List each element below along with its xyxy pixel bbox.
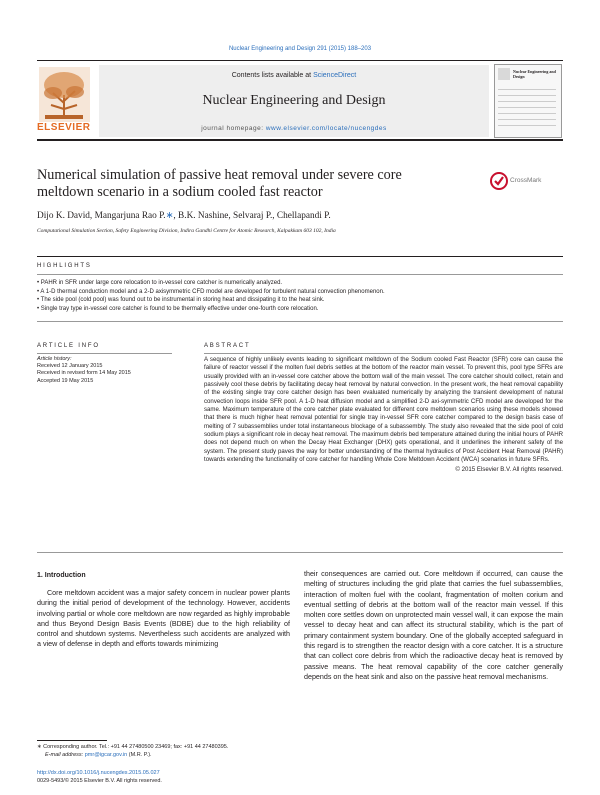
email-footnote [37,752,297,760]
footnote-rule [37,740,107,741]
highlights-heading: HIGHLIGHTS [37,263,92,269]
received-date: Received 12 January 2015 [37,363,103,370]
abstract-bottom-rule [37,552,563,553]
doi-link[interactable]: http://dx.doi.org/10.1016/j.nucengdes.2015.05.027 [37,770,160,776]
highlight-item: • Single tray type in-vessel core catcher is found to be thermally effective under one-fourth core relocation. [37,306,319,313]
sciencedirect-link[interactable]: ScienceDirect [313,72,357,79]
abstract-heading: ABSTRACT [204,343,251,349]
footnotes [37,744,297,759]
abstract-text: A sequence of highly unlikely events leading to significant meltdown of the Sodium cooled Fast Reactor (SFR) core can cause the failure of reactor vessel if the molten fuel debris settles at the bottom of the reactor main vessel. To prevent this, pool type SFRs are usually provided with an in-vessel core catcher above the bottom wall of the main vessel. The core catcher should collect, retain and passively cool these debris by facilitating decay heat removal by natural convection. In the present work, the heat removal capability of the existing single tray core catcher design has been evaluated numerically by analyzing the transient development of natural convection loops inside SFR pool. A 1-D heat diffusion model and a simplified 2-D axi-symmetric CFD model are developed for the same. Maximum temperature of the core catcher plate evaluated for different core meltdown scenarios using these models showed that there is much higher heat removal potential for single tray in-vessel SFR core catcher compared to the design basis case of melting of 7 subassemblies under total instantaneous blockage of a subassembly. The study also revealed that the side pool of cold sodium plays a significant role in decay heat removal. The maximum debris bed temperature attained during the initial hours of PAHR does not depend much on when the Decay Heat Exchanger (DHX) gets operational, and it underlines the inherent safety of the system. The present study paves the way for better understanding of the thermal hydraulics of Post Accident Heat Removal (PAHR) towards extending the functionality of core catcher for handling Whole Core Meltdown Accident (WCA) scenarios in future SFRs. [204,356,563,464]
crossmark-icon [490,172,508,190]
article-info-rule [37,353,172,354]
masthead-top-rule [37,60,563,61]
journal-cover-thumbnail [494,64,562,138]
corresponding-author-marker[interactable]: ∗ [165,211,174,221]
email-link[interactable]: pmr@igcar.gov.in [84,751,128,758]
cover-emblem [498,68,510,80]
crossmark-label: CrossMark [510,177,542,184]
journal-banner [99,65,489,137]
author-list [37,210,557,221]
masthead-bottom-rule [37,139,563,141]
affiliation: Computational Simulation Section, Safety Engineering Division, Indira Gandhi Centre for Atomic Research, Kalpakkam 603 102, India [37,228,336,234]
corresponding-footnote: ∗ Corresponding author. Tel.: +91 44 27480500 23469; fax: +91 44 27480395. [37,744,229,750]
abstract-copyright: © 2015 Elsevier B.V. All rights reserved. [455,466,563,474]
intro-left-paragraph: Core meltdown accident was a major safety concern in nuclear power plants during the initial period of development of the technology. However, accidents involving partial or whole core meltdown are now regarded as highly improbable and thus Beyond Design Basis Events (BDBE) due to the high reliability of control and shutdown systems. Nevertheless such accidents are analyzed with a view of defense in depth and efforts towards minimizing [37,589,290,649]
authors-first: Dijo K. David, Mangarjuna Rao P. [37,211,166,221]
highlights-bottom-rule [37,321,563,322]
contents-prefix: Contents lists available at [231,72,314,79]
journal-citation[interactable]: Nuclear Engineering and Design 291 (2015) 188–203 [228,46,372,52]
revised-date: Received in revised form 14 May 2015 [37,370,131,377]
abstract-rule [204,353,563,354]
highlights-top-rule [37,256,563,257]
highlight-item: • The side pool (cold pool) was found out to be instrumental in storing heat and dissipating it to the heat sink. [37,297,325,304]
email-suffix: (M.R. P.). [127,751,152,758]
article-info-heading: ARTICLE INFO [37,343,100,349]
elsevier-wordmark: ELSEVIER [37,122,91,133]
article-history [37,356,172,385]
intro-right-paragraph: their consequences are carried out. Core meltdown if occurred, can cause the melting of structures including the grid plate that carries the fuel subassemblies, interaction of molten fuel with the coolant, fragmentation of molten corium and eventual settling of debris at the bottom wall of the reactor main vessel. If this molten core settles down on unprotected main vessel wall, it can expose the main vessel to decay heat and can affect its structural stability, which is the part of primary containment system boundary. One of the globally accepted safeguard in this regard is to strengthen the reactor design with a core catcher. It is a structure that can collect core debris from which the radioactive decay heat is removed by passive means. The heat removal capability of the core catcher generally depends on the heat sink and also on the passive heat removal mechanisms. [304,570,563,681]
title-line-2: meltdown scenario in a sodium cooled fast reactor [37,184,323,200]
article-title [37,167,457,201]
accepted-date: Accepted 19 May 2015 [37,377,94,384]
journal-homepage [99,125,489,132]
issn-copyright: 0029-5493/© 2015 Elsevier B.V. All rights reserved. [37,778,162,784]
section-heading-introduction: 1. Introduction [37,572,86,579]
abstract-body [204,356,563,473]
highlight-item: • PAHR in SFR under large core relocation to in-vessel core catcher is numerically analyzed. [37,280,283,286]
highlight-item: • A 1-D thermal conduction model and a 2-D axisymmetric CFD model are developed for turbulent natural convection phenomenon. [37,288,385,295]
history-label: Article history: [37,356,72,362]
journal-title: Nuclear Engineering and Design [202,93,386,108]
highlights-divider [37,274,563,275]
journal-masthead [37,60,563,141]
homepage-label: journal homepage: [201,125,266,132]
authors-rest: , B.K. Nashine, Selvaraj P., Chellapandi P. [173,211,331,221]
contents-line [99,72,489,79]
title-line-1: Numerical simulation of passive heat removal under severe core [37,167,402,183]
homepage-link[interactable]: www.elsevier.com/locate/nucengdes [265,125,387,132]
cover-title: Nuclear Engineering and Design [513,69,556,79]
highlights-list [37,279,563,314]
crossmark-badge[interactable] [490,172,550,190]
email-label: E-mail address: [45,751,85,758]
